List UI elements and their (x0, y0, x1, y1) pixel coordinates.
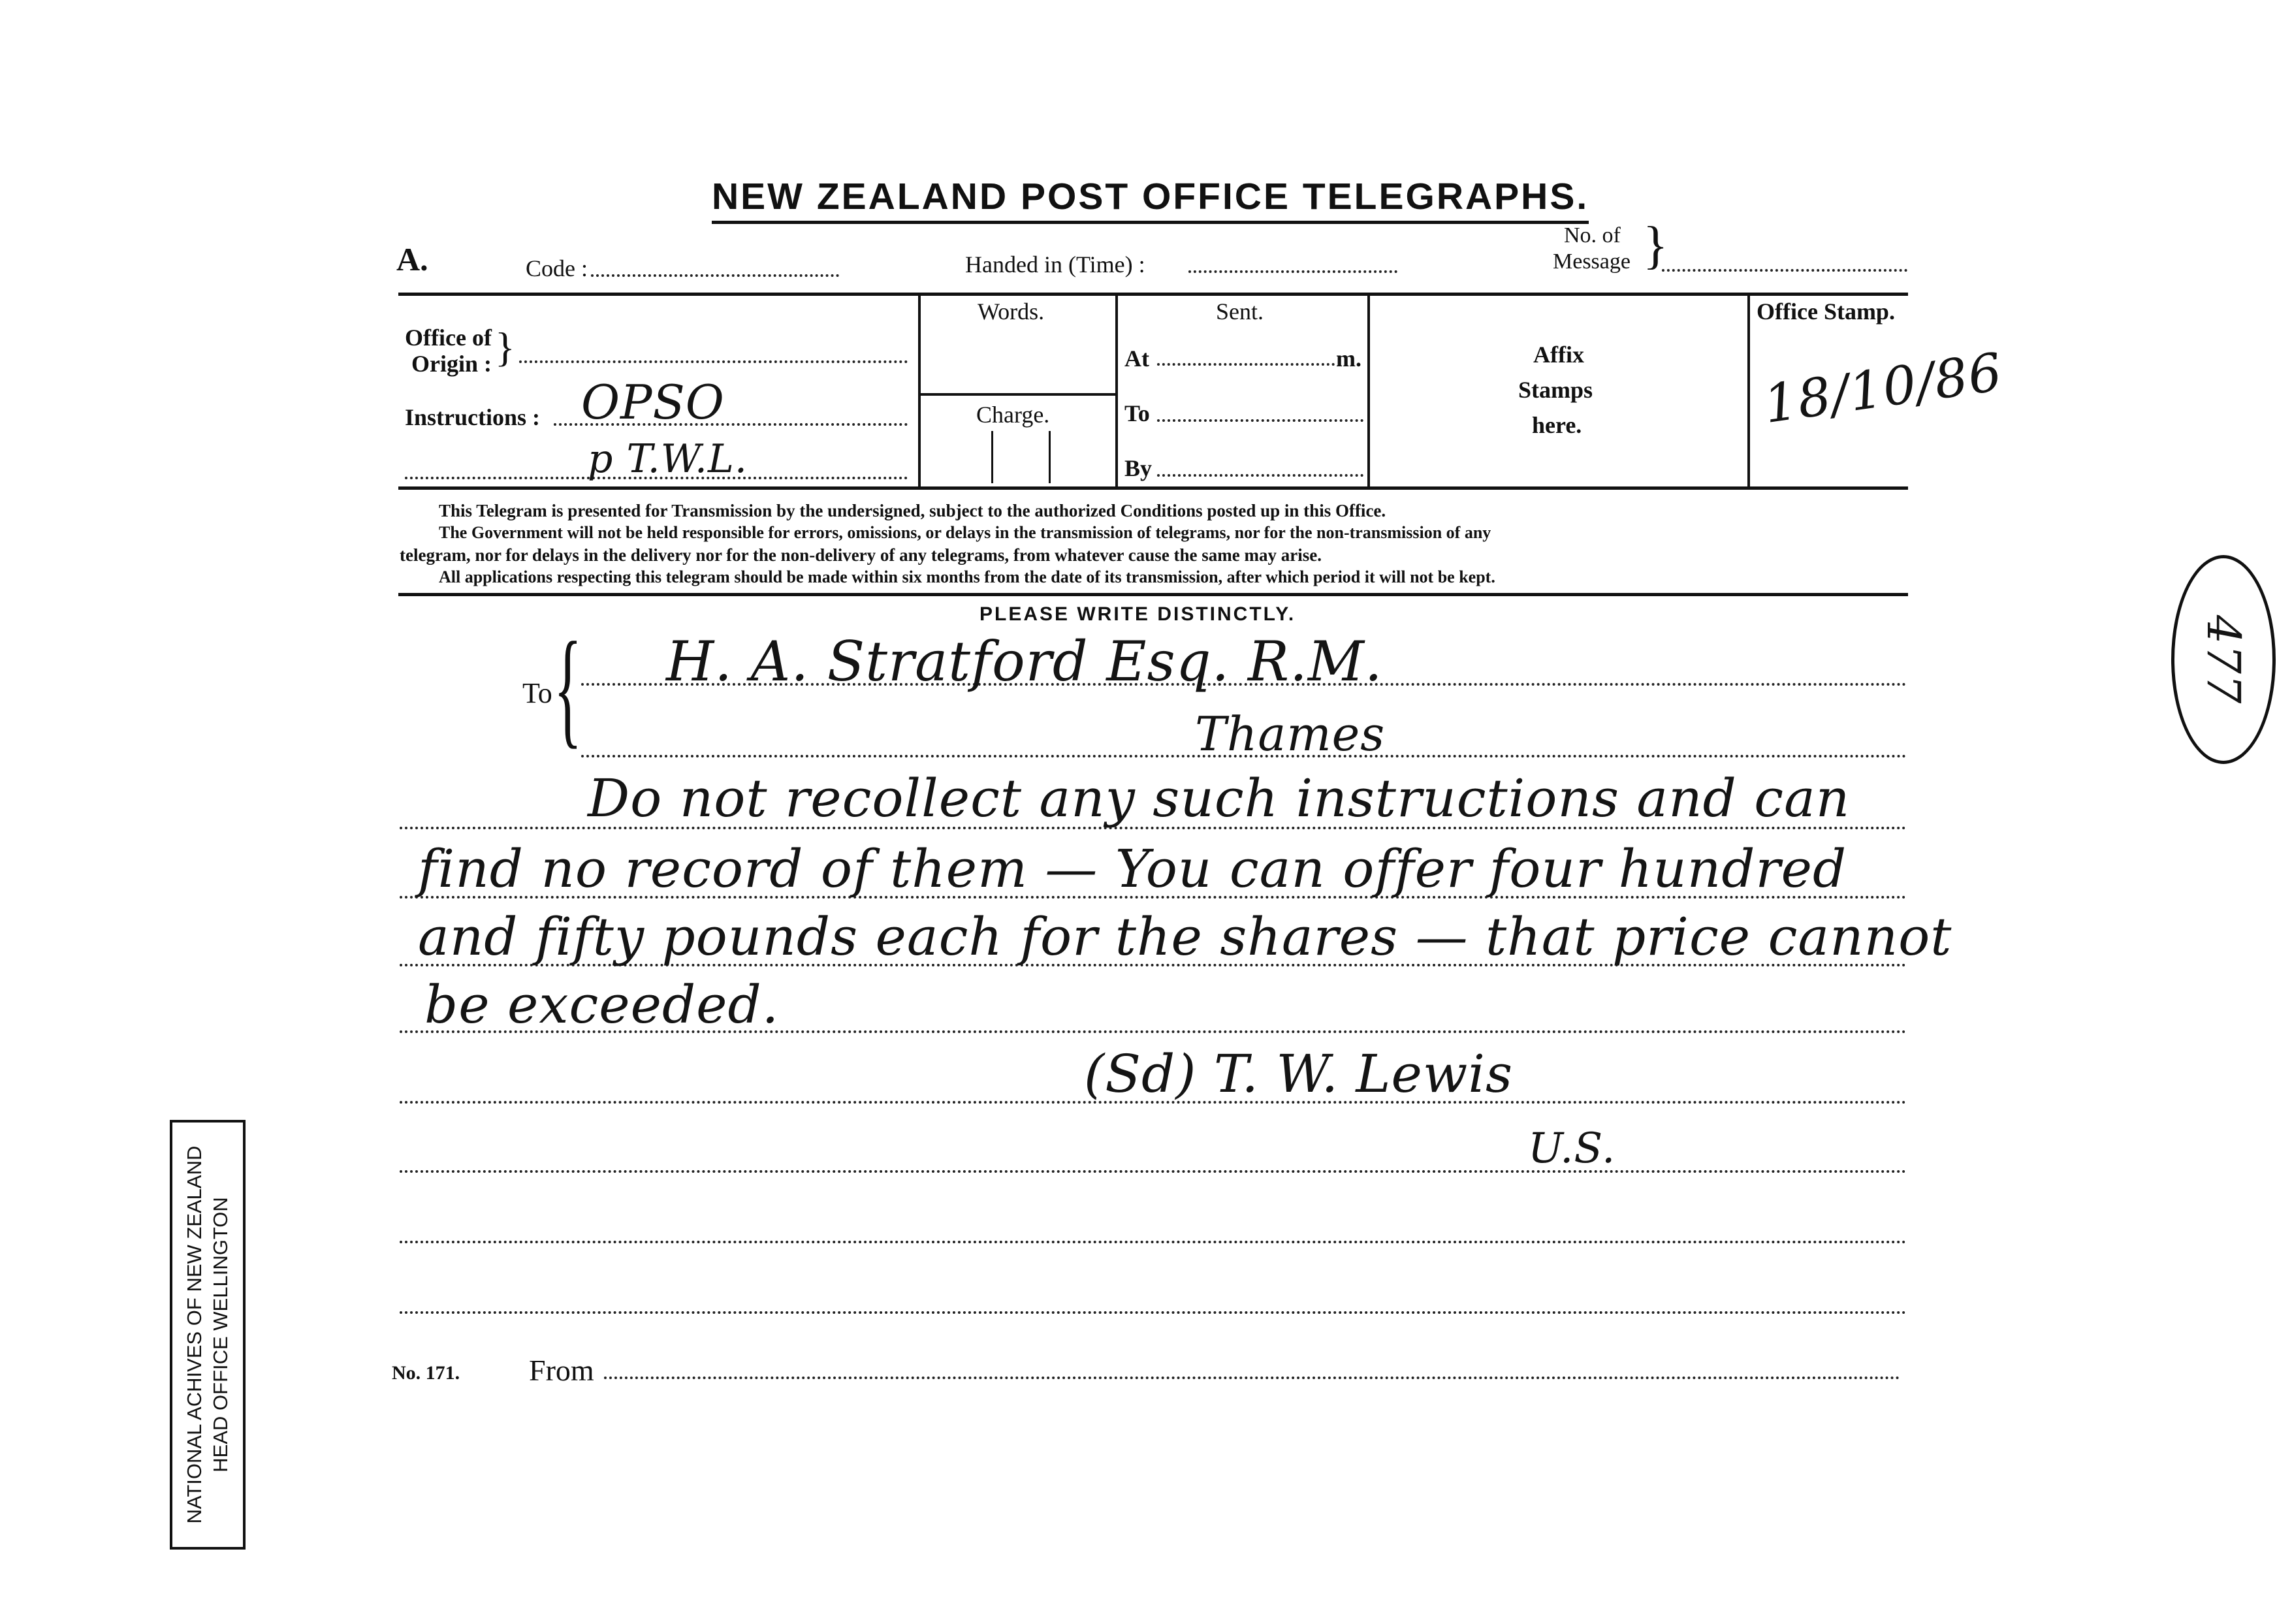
sent-label: Sent. (1216, 298, 1264, 325)
archive-stamp-line-1: NATIONAL ACHIVES OF NEW ZEALAND (183, 1145, 206, 1524)
affix-line-1: Affix (1533, 342, 1584, 368)
notice-line-4: All applications respecting this telegram should be made within six months from the date of its transmission, after which period it will not be kept. (439, 567, 1495, 586)
box-top-rule (398, 293, 1908, 296)
no-of-label: No. of (1564, 223, 1621, 247)
divider-words (1115, 293, 1118, 488)
sent-at-field[interactable] (1157, 363, 1335, 366)
series-letter: A. (396, 241, 428, 278)
box-bottom-rule (398, 486, 1908, 490)
divider-affix (1747, 293, 1750, 488)
message-rule-6[interactable] (400, 1170, 1907, 1173)
folio-number: 477 (2197, 614, 2250, 705)
handed-in-field[interactable] (1188, 270, 1397, 273)
to-label: To (522, 677, 552, 709)
message-rule-7[interactable] (400, 1241, 1907, 1243)
to-brace: { (554, 616, 582, 760)
m-label: m. (1336, 345, 1361, 372)
origin-brace: } (495, 324, 515, 370)
write-distinctly: PLEASE WRITE DISTINCTLY. (979, 603, 1296, 625)
folio-oval (2171, 555, 2276, 764)
notice-line-3: telegram, nor for delays in the delivery nor for the non-delivery of any telegrams, from whatever cause the same may arise. (400, 545, 1322, 565)
notice-line-2: The Government will not be held responsible for errors, omissions, or delays in the transmission of telegrams, nor for the non-transmission of any (439, 523, 1491, 542)
origin-field[interactable] (519, 360, 908, 363)
message-number-field[interactable] (1662, 269, 1907, 272)
divider-origin (918, 293, 921, 488)
message-line-3: and fifty pounds each for the shares — that price cannot (418, 906, 1952, 967)
origin-label: Origin : (411, 351, 492, 377)
code-label: Code : (526, 255, 588, 281)
to-name: H. A. Stratford Esq. R.M. (666, 629, 1383, 693)
sent-to-label: To (1124, 400, 1150, 426)
archive-stamp-line-2: HEAD OFFICE WELLINGTON (209, 1197, 232, 1473)
signature: (Sd) T. W. Lewis (1084, 1043, 1514, 1104)
message-line-4: be exceeded. (424, 974, 780, 1035)
message-brace: } (1643, 217, 1668, 274)
from-field[interactable] (604, 1377, 1900, 1379)
office-of-label: Office of (405, 325, 492, 351)
from-label: From (529, 1354, 594, 1387)
affix-line-2: Stamps (1518, 377, 1593, 403)
notice-bottom-rule (398, 593, 1908, 596)
sent-to-field[interactable] (1157, 419, 1363, 422)
message-label: Message (1553, 249, 1631, 274)
stamp-date: 18/10/86 (1760, 341, 2006, 436)
message-line-1: Do not recollect any such instructions and can (588, 768, 1851, 829)
by-label: By (1124, 455, 1153, 481)
message-rule-8[interactable] (400, 1311, 1907, 1314)
message-line-2: find no record of them — You can offer four hundred (418, 838, 1847, 899)
words-charge-rule (918, 393, 1118, 396)
instructions-value-1: OPSO (581, 375, 725, 430)
affix-line-3: here. (1532, 412, 1582, 438)
charge-label: Charge. (976, 402, 1050, 428)
office-stamp-label: Office Stamp. (1757, 298, 1895, 325)
code-field[interactable] (591, 274, 839, 277)
divider-sent (1367, 293, 1370, 488)
instructions-label: Instructions : (405, 404, 541, 430)
instructions-value-2: p T.W.L. (588, 436, 748, 482)
form-number: No. 171. (392, 1362, 460, 1384)
notice-line-1: This Telegram is presented for Transmission by the undersigned, subject to the authorized Conditions posted up in this Office. (439, 501, 1386, 520)
charge-col-2 (1049, 431, 1051, 483)
handed-in-label: Handed in (Time) : (965, 251, 1145, 278)
to-place: Thames (1195, 707, 1386, 761)
archive-stamp (170, 1120, 246, 1550)
at-label: At (1124, 345, 1149, 372)
initials: U.S. (1528, 1124, 1616, 1173)
words-label: Words. (978, 298, 1045, 325)
sent-by-field[interactable] (1157, 474, 1363, 477)
form-title: NEW ZEALAND POST OFFICE TELEGRAPHS. (712, 175, 1589, 224)
charge-col-1 (991, 431, 993, 483)
